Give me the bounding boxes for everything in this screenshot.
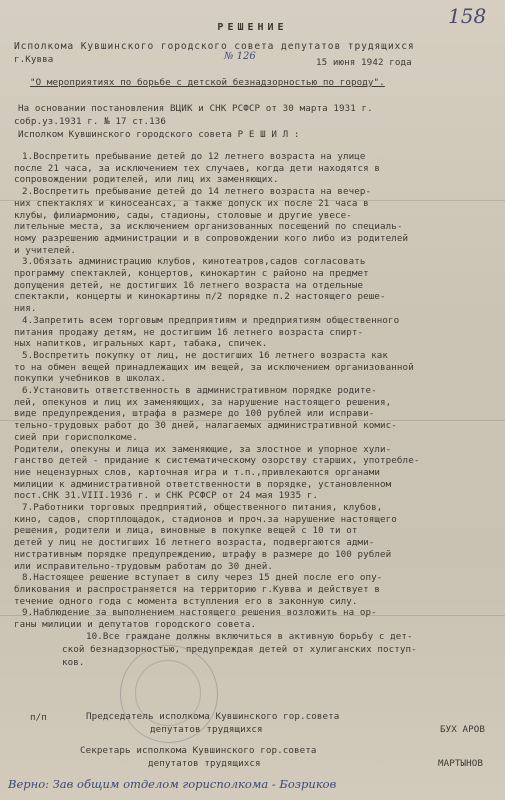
body-line: клубы, филиармонию, сады, стадионы, столовые и другие увесе- [14,209,352,221]
body-line: сопровождении родителей, или лиц их заменяющих. [14,174,279,186]
body-line: ние нецензурных слов, карточная игра и т.п.,привлекаются органами [14,466,381,478]
body-line: ганы милиции и депутатов городского совета. [14,619,257,630]
body-line: программу спектаклей, концертов, кинокартин с районо на предмет [14,268,369,279]
body-line: питания продажу детям, не достигшим 16 летнего возраста спирт- [14,326,364,338]
certification-note: Верно: Зав общим отделом горисполкома - Бозриков [8,777,337,791]
body-line: 1.Воспретить пребывание детей до 12 летнего возраста на улице [22,151,366,162]
decision-subject: "О мероприятиях по борьбе с детской безнадзорностью по городу". [30,77,385,88]
basis-line: собр.уз.1931 г. № 17 ст.136 [14,116,167,127]
body-line: ному разрешению администрации и в сопровождении кого либо из родителей [14,232,409,244]
archive-number: 158 [448,4,487,28]
chair-title: Председатель исполкома Кувшинского гор.совета [86,711,340,722]
body-line: нистративным порядке предупреждению, штрафу в размере до 100 рублей [14,548,392,560]
body-line: милиции к административной ответственности в порядке, установленном [14,478,392,490]
body-line: ганство детей - придание к систематическому озорству старших, употребле- [14,455,420,467]
body-line: кино, садов, спортплощадок, стадионов и проч.за нарушение настоящего [14,513,397,525]
secretary-title: депутатов трудящихся [148,758,261,769]
point-10-line: ской безнадзорностью, предупреждая детей от хулиганских поступ- [62,644,417,655]
body-line: 2.Воспретить пребывание детей до 14 летнего возраста на вечер- [22,186,372,198]
point-10-line: ков. [62,657,85,668]
secretary-title: Секретарь исполкома Кувшинского гор.совета [80,745,317,756]
body-line: 5.Воспретить покупку от лиц, не достигших 16 летнего возраста как [22,349,389,361]
decision-date: 15 июня 1942 года [316,57,412,68]
city: г.Кувва [14,54,54,65]
body-line: решения, родители и лица, виновные в покупке вещей с 10 ти от [14,525,358,537]
body-line: бликования и распространяется на территорию г.Кувва и действует в [14,583,381,595]
chair-title: депутатов трудящихся [150,724,263,735]
body-line: ных напитков, игральных карт, табака, спичек. [14,338,268,350]
body-line: сией при горисполкоме. [14,431,138,443]
body-line: после 21 часа, за исключением тех случаев, когда дети находятся в [14,162,381,174]
body-line: 6.Установить ответственность в административном порядке родите- [22,385,377,396]
body-line: них спектаклях и киносеансах, а также допуск их после 21 часа в [14,197,369,209]
issuer: Исполкома Кувшинского городского совета депутатов трудящихся [14,41,415,52]
body-line: ния. [14,303,37,315]
basis-line: Исполком Кувшинского городского совета Р Е Ш И Л : [18,129,300,140]
body-line: 7.Работники торговых предприятий, общественного питания, клубов, [22,502,383,513]
body-line: то на обмен вещей принадлежащих им вещей, за исключением организованной [14,361,414,373]
body-line: допущения детей, не достигших 16 летнего возраста на отдельные [14,279,364,291]
secretary-name: МАРТЫНОВ [438,758,484,769]
point-10-line: 10.Все граждане должны включиться в активную борьбу с дет- [86,631,413,642]
chair-name: БУХ АРОВ [440,724,486,735]
body-line: покупки учебников в школах. [14,373,167,385]
body-line: лительные места, за исключением организованных посещений по специаль- [14,221,403,233]
body-line: 3.Обязать администрацию клубов, кинотеатров,садов согласовать [22,256,366,268]
body-line: Родители, опекуны и лица их заменяющие, за злостное и упорное хули- [14,443,392,455]
body-line: или исправительно-трудовым работам до 30 дней. [14,560,274,572]
body-line: 9.Наблюдение за выполнением настоящего решения возложить на ор- [22,607,377,619]
body-line: виде предупреждения, штрафа в размере до 100 рублей или исправи- [14,408,375,420]
original-mark: п/п [30,712,47,723]
body-line: тельно-трудовых работ до 30 дней, налагаемых административной комис- [14,420,397,432]
body-line: и учителей. [14,244,76,256]
decision-number: № 126 [224,51,256,62]
body-line: 4.Запретить всем торговым предприятиям и предприятиям общественного [22,314,400,326]
body-line: 8.Настоящее решение вступает в силу через 15 дней после его опу- [22,572,383,584]
body-line: спектакли, концерты и кинокартины п/2 порядке п.2 настоящего реше- [14,291,386,303]
body-line: лей, опекунов и лиц их заменяющих, за нарушение настоящего решения, [14,396,392,408]
document-title: РЕШЕНИЕ [217,22,288,33]
body-line: пост.СНК 31.VIII.1936 г. и СНК РСФСР от 24 мая 1935 г. [14,490,319,502]
basis-line: На основании постановления ВЦИК и СНК РСФСР от 30 марта 1931 г. [18,103,373,114]
body-line: детей у лиц не достигших 16 летнего возраста, подвергаются адми- [14,537,375,549]
body-line: течение одного года с момента вступления его в законную силу. [14,595,358,607]
